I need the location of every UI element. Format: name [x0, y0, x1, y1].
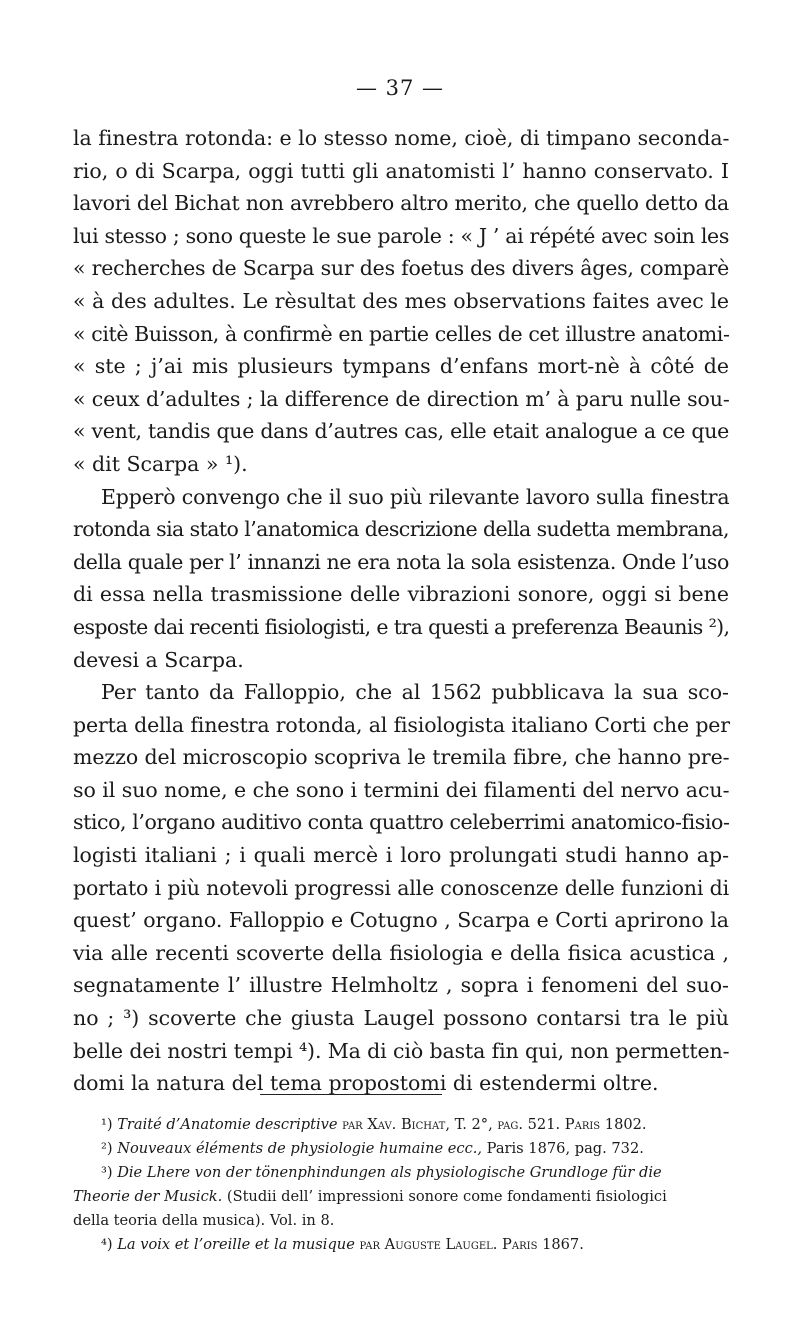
- text-line: domi la natura del tema propostomi di estendermi oltre.: [73, 1071, 659, 1096]
- text-line: « dit Scarpa » ¹).: [73, 451, 248, 476]
- footnote-text: par Auguste Laugel. Paris 1867.: [354, 1236, 584, 1253]
- text-line: portato i più notevoli progressi alle conoscenze delle funzioni di: [73, 875, 729, 900]
- text-line: no ; ³) scoverte che giusta Laugel possono contarsi tra le più: [73, 1006, 729, 1031]
- text-line: della quale per l’ innanzi ne era nota la sola esistenza. Onde l’uso: [73, 549, 730, 574]
- footnote-divider: [260, 1094, 442, 1095]
- footnote-mark: ⁴): [101, 1236, 113, 1253]
- text-line: logisti italiani ; i quali mercè i loro prolungati studi hanno ap-: [73, 843, 729, 868]
- text-line: rotonda sia stato l’anatomica descrizione della sudetta membrana,: [73, 517, 729, 542]
- text-line: Epperò convengo che il suo più rilevante lavoro sulla finestra: [101, 484, 730, 509]
- footnote-1: [73, 1113, 729, 1137]
- footnote-title: La voix et l’oreille et la musique: [117, 1236, 355, 1253]
- page-number: — 37 —: [355, 76, 445, 100]
- text-line: devesi a Scarpa.: [73, 647, 244, 672]
- footnote-4: [73, 1233, 729, 1257]
- footnote-title: Nouveaux éléments de physiologie humaine ecc.,: [117, 1140, 483, 1157]
- text-line: « ste ; j’ai mis plusieurs tympans d’enfans mort-nè à côté de: [73, 354, 729, 379]
- footnote-3: [73, 1161, 729, 1185]
- text-line: rio, o di Scarpa, oggi tutti gli anatomisti l’ hanno conservato. I: [73, 158, 729, 183]
- text-line: quest’ organo. Falloppio e Cotugno , Scarpa e Corti aprirono la: [73, 908, 729, 933]
- footnotes: [73, 1113, 729, 1257]
- text-line: « ceux d’adultes ; la difference de direction m’ à paru nulle sou-: [73, 386, 730, 411]
- text-line: di essa nella trasmissione delle vibrazioni sonore, oggi si bene: [73, 582, 729, 607]
- footnote-2: [73, 1137, 729, 1161]
- text-line: « citè Buisson, à confirmè en partie celles de cet illustre anatomi-: [73, 321, 730, 346]
- footnote-title: Traité d’Anatomie descriptive: [117, 1116, 338, 1133]
- text-line: esposte dai recenti fisiologisti, e tra questi a preferenza Beaunis ²),: [73, 614, 730, 639]
- text-line: perta della finestra rotonda, al fisiologista italiano Corti che per: [73, 712, 730, 737]
- text-line: la finestra rotonda: e lo stesso nome, cioè, di timpano seconda-: [73, 126, 730, 150]
- text-line: belle dei nostri tempi ⁴). Ma di ciò basta fin qui, non permetten-: [73, 1038, 730, 1063]
- footnote-3-cont: della teoria della musica). Vol. in 8.: [73, 1212, 335, 1229]
- footnote-mark: ¹): [101, 1116, 113, 1133]
- footnote-text: (Studii dell’ impressioni sonore come fondamenti fisiologici: [222, 1188, 667, 1205]
- footnote-mark: ³): [101, 1164, 113, 1181]
- text-line: segnatamente l’ illustre Helmholtz , sopra i fenomeni del suo-: [73, 973, 729, 998]
- text-line: stico, l’organo auditivo conta quattro celeberrimi anatomico-fisio-: [73, 810, 730, 835]
- text-line: lavori del Bichat non avrebbero altro merito, che quello detto da: [73, 191, 729, 216]
- footnote-mark: ²): [101, 1140, 113, 1157]
- text-line: « à des adultes. Le rèsultat des mes observations faites avec le: [73, 288, 729, 313]
- text-line: via alle recenti scoverte della fisiologia e della fisica acustica ,: [73, 940, 729, 965]
- footnote-text: Paris 1876, pag. 732.: [482, 1140, 644, 1157]
- footnote-title: Die Lhere von der tönenphindungen als physiologische Grundloge für die: [117, 1164, 662, 1181]
- text-line: Per tanto da Falloppio, che al 1562 pubblicava la sua sco-: [101, 680, 729, 705]
- footnote-title: Theorie der Musick.: [73, 1188, 223, 1205]
- text-line: so il suo nome, e che sono i termini dei filamenti del nervo acu-: [73, 777, 730, 802]
- text-line: « vent, tandis que dans d’autres cas, elle etait analogue a ce que: [73, 419, 729, 444]
- text-line: lui stesso ; sono queste le sue parole : « J ’ ai répété avec soin les: [73, 223, 729, 248]
- footnote-3-cont: [73, 1185, 729, 1209]
- main-text: [73, 122, 729, 1100]
- text-line: mezzo del microscopio scopriva le tremila fibre, che hanno pre-: [73, 745, 730, 770]
- text-line: « recherches de Scarpa sur des foetus des divers âges, comparè: [73, 256, 729, 281]
- footnote-text: par Xav. Bichat, T. 2°, pag. 521. Paris 1802.: [337, 1116, 647, 1133]
